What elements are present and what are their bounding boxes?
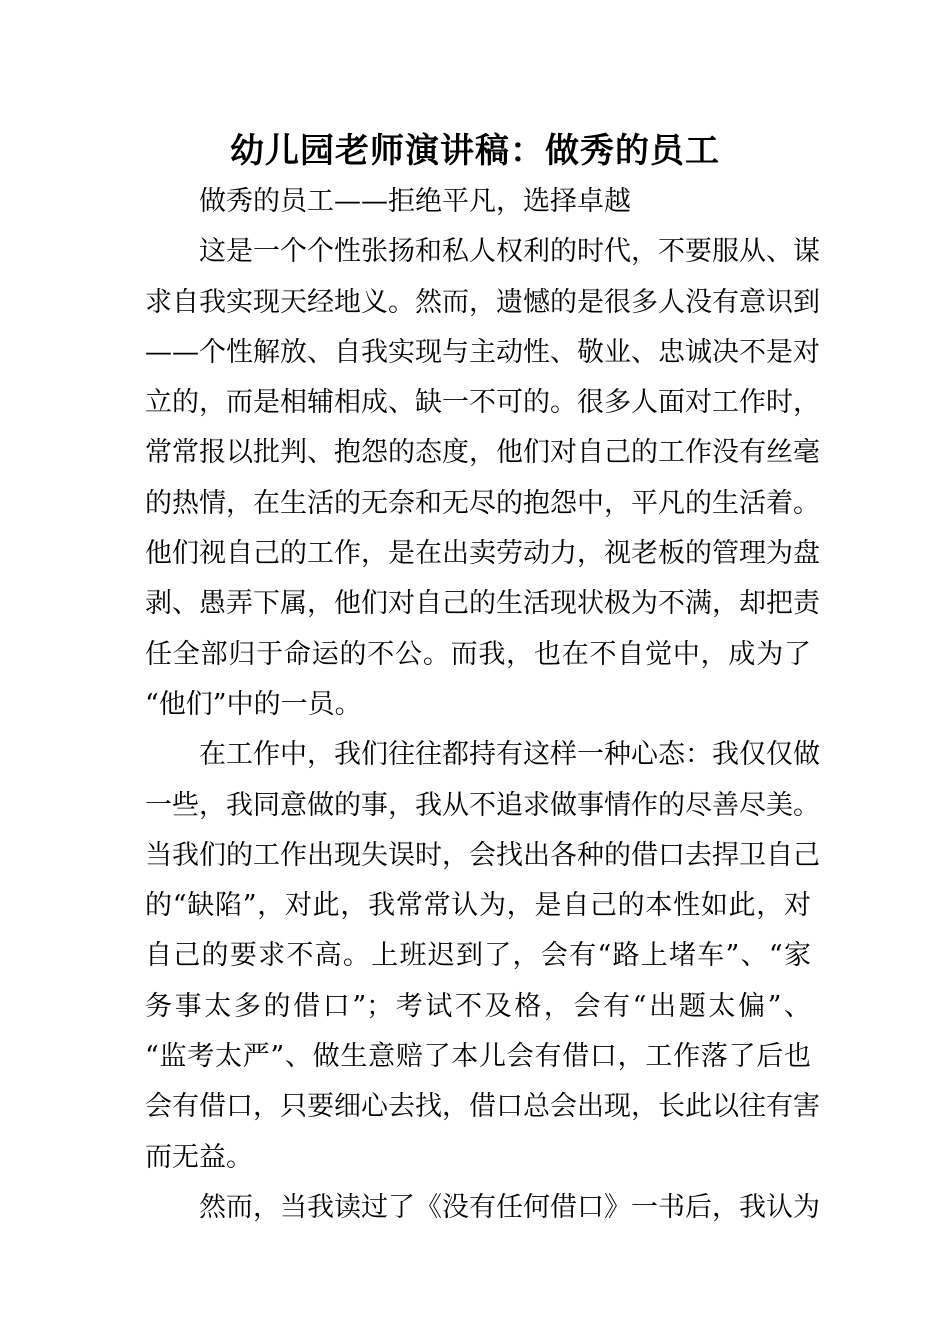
paragraph-1-line: “他们”中的一员。 <box>145 688 362 720</box>
paragraph-2-line: 一些，我同意做的事，我从不追求做事情作的尽善尽美。 <box>145 789 820 821</box>
paragraph-1-line: 常常报以批判、抱怨的态度，他们对自己的工作没有丝毫 <box>145 437 820 469</box>
paragraph-2-line: “监考太严”、做生意赔了本儿会有借口，工作落了后也 <box>145 1041 811 1073</box>
paragraph-1-line: 求自我实现天经地义。然而，遗憾的是很多人没有意识到 <box>145 286 820 318</box>
paragraph-1-line: 他们视自己的工作，是在出卖劳动力，视老板的管理为盘 <box>145 538 820 570</box>
subtitle-line: 做秀的员工——拒绝平凡，选择卓越 <box>199 186 631 217</box>
paragraph-2-line: 在工作中，我们往往都持有这样一种心态：我仅仅做 <box>199 739 820 771</box>
paragraph-3-line: 然而，当我读过了《没有任何借口》一书后，我认为 <box>199 1191 820 1223</box>
paragraph-2-line: 务事太多的借口”；考试不及格，会有“出题太偏”、 <box>145 990 811 1022</box>
document-title: 幼儿园老师演讲稿：做秀的员工 <box>230 131 720 171</box>
paragraph-2-line: 而无益。 <box>145 1141 253 1173</box>
paragraph-1-line: 的热情，在生活的无奈和无尽的抱怨中，平凡的生活着。 <box>145 487 820 519</box>
paragraph-2-line: 自己的要求不高。上班迟到了，会有“路上堵车”、“家 <box>145 940 811 972</box>
document-body <box>145 177 820 1233</box>
paragraph-2-line: 当我们的工作出现失误时，会找出各种的借口去捍卫自己 <box>145 839 820 871</box>
paragraph-2-line: 的“缺陷”，对此，我常常认为，是自己的本性如此，对 <box>145 890 811 922</box>
paragraph-1-line: 这是一个个性张扬和私人权利的时代，不要服从、谋 <box>199 236 820 268</box>
paragraph-1-line: 立的，而是相辅相成、缺一不可的。很多人面对工作时， <box>145 387 820 419</box>
paragraph-2-line: 会有借口，只要细心去找，借口总会出现，长此以往有害 <box>145 1091 820 1123</box>
paragraph-1-line: ——个性解放、自我实现与主动性、敬业、忠诚决不是对 <box>145 336 820 368</box>
paragraph-1-line: 剥、愚弄下属，他们对自己的生活现状极为不满，却把责 <box>145 588 820 620</box>
paragraph-1-line: 任全部归于命运的不公。而我，也在不自觉中，成为了 <box>145 638 811 670</box>
